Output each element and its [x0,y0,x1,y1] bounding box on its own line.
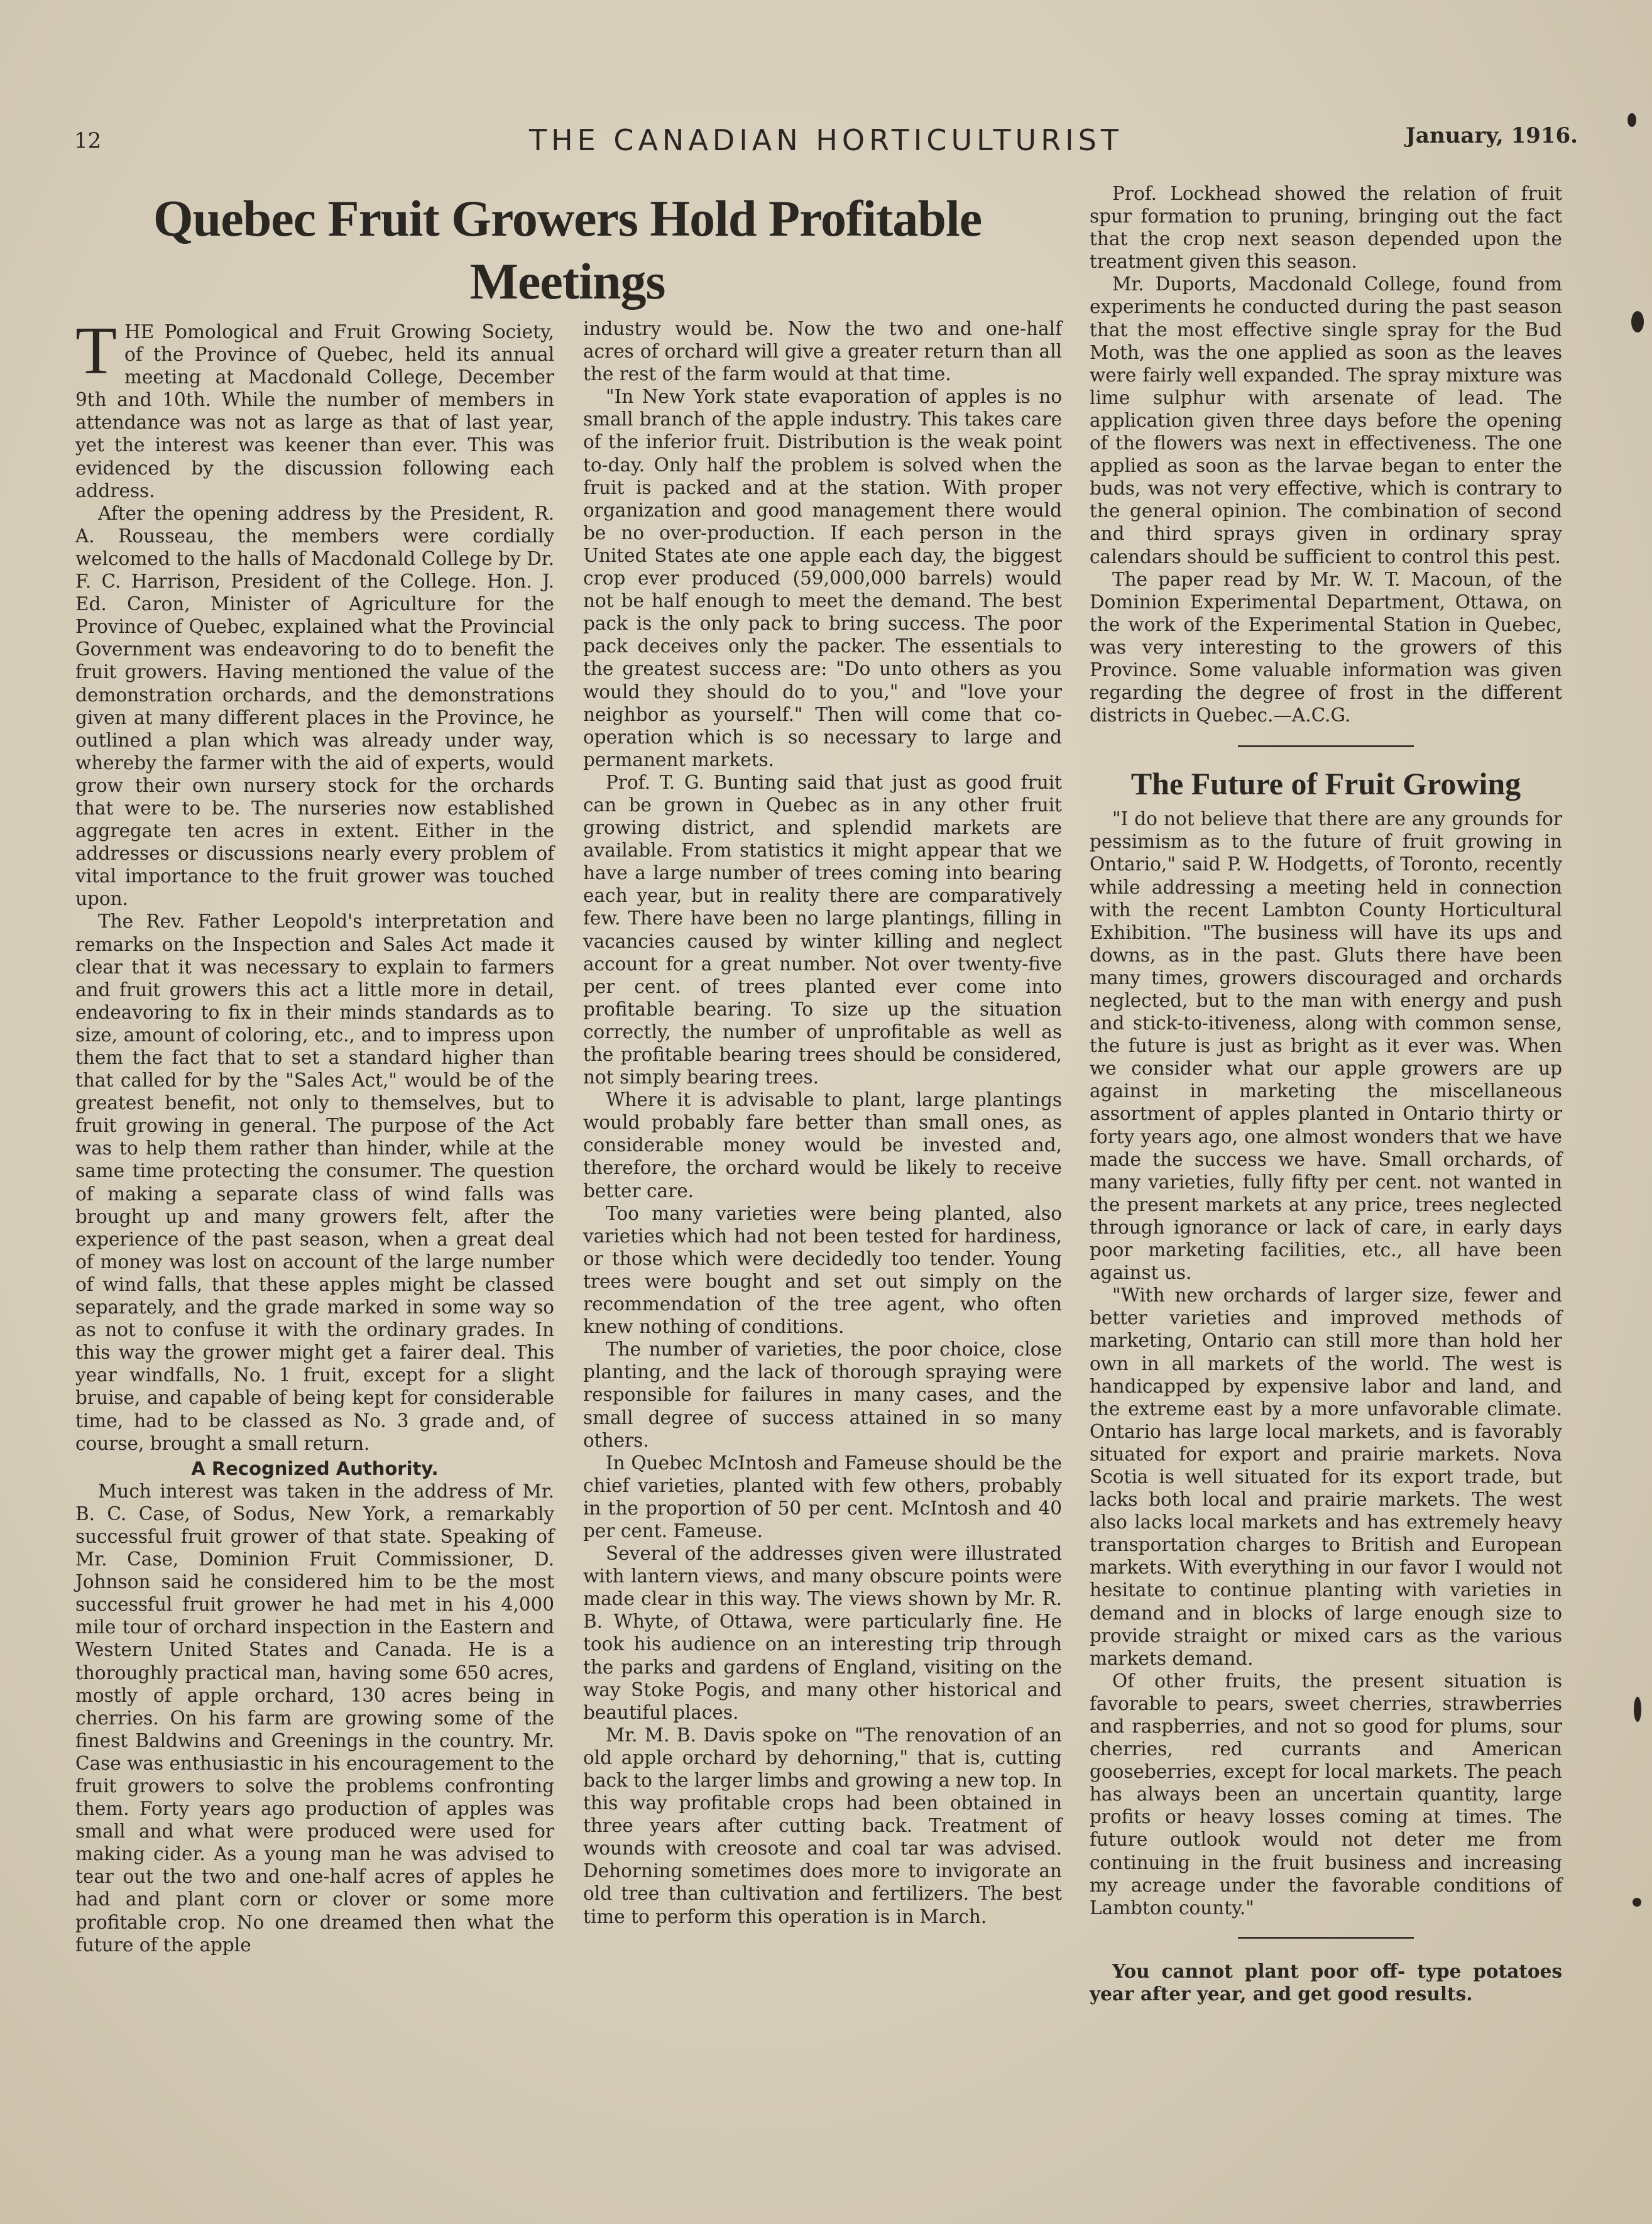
article-paragraph: Where it is advisable to plant, large plantings would probably fare better than small ones, as considerable money would be invested and, therefore, the orchard would be likely to receive better care. [583,1089,1062,1202]
column-3 [1090,182,1562,2005]
column-2 [583,317,1062,1928]
ink-blot [1631,311,1644,332]
article-paragraph: THE Pomological and Fruit Growing Society, of the Province of Quebec, held its annual meeting at Macdonald College, December 9th and 10th. While the number of members in attendance was not as large as that of last year, yet the interest was keener than ever. This was evidenced by the discussion following each address. [75,314,554,501]
article-paragraph: Mr. M. B. Davis spoke on "The renovation of an old apple orchard by dehorning," that is, cutting back to the larger limbs and growing a new top. In this way profitable crops had been obtained in three years after cutting back. Treatment of wounds with creosote and coal tar was advised. Dehorning sometimes does more to invigorate an old tree than cultivation and fertilizers. The best time to perform this operation is in March. [583,1724,1062,1927]
article-paragraph: Of other fruits, the present situation is favorable to pears, sweet cherries, strawberries and raspberries, and not so good for plums, sour cherries, red currants and American gooseberries, except for local markets. The peach has always been an uncertain quantity, large profits or heavy losses coming at times. The future outlook would not deter me from continuing in the fruit business and increasing my acreage under the favorable conditions of Lambton county." [1090,1670,1562,1919]
article-paragraph: industry would be. Now the two and one-half acres of orchard will give a greater return than all the rest of the farm would at that time. [583,318,1062,385]
article-paragraph: "I do not believe that there are any grounds for pessimism as to the future of fruit growing in Ontario," said P. W. Hodgetts, of Toronto, recently while addressing a meeting held in connection with the recent Lambton County Horticultural Exhibition. "The business will have its ups and downs, as in the past. Gluts there have been many times, growers discouraged and orchards neglected, but to the man with energy and push and stick-to-itiveness, along with common sense, the future is just as bright as it ever was. When we consider what our apple growers are up against in marketing the miscellaneous assortment of apples planted in Ontario thirty or forty years ago, one almost wonders that we have made the success we have. Small orchards, of many varieties, fully fifty per cent. not wanted in the present markets at any price, trees neglected through ignorance or lack of care, in early days poor marketing facilities, etc., all have been against us. [1090,808,1562,1284]
article-paragraph: Prof. T. G. Bunting said that just as good fruit can be grown in Quebec as in any other fruit growing district, and splendid markets are available. From statistics it might appear that we have a large number of trees coming into bearing each year, but in reality there are comparatively few. There have been no large plantings, filling in vacancies caused by winter killing and neglect account for a great number. Not over twenty-five per cent. of trees planted ever come into profitable bearing. To size up the situation correctly, the number of unprofitable as well as the profitable bearing trees should be considered, not simply bearing trees. [583,771,1062,1088]
article-paragraph: Prof. Lockhead showed the relation of fruit spur formation to pruning, bringing out the fact that the crop next season depended upon the treatment given this season. [1090,183,1562,273]
section-subhead: A Recognized Authority. [191,1457,439,1479]
page-header [74,119,1578,163]
article-paragraph: After the opening address by the President, R. A. Rousseau, the members were cordially welcomed to the halls of Macdonald College by Dr. F. C. Harrison, President of the College. Hon. J. Ed. Caron, Minister of Agriculture for the Province of Quebec, explained what the Provincial Government was endeavoring to do to benefit the fruit growers. Having mentioned the value of the demonstration orchards, and the demonstrations given at many different places in the Province, he outlined a plan which was already under way, whereby the farmer with the aid of experts, would grow their own nursery stock for the orchards that were to be. The nurseries now established aggregate ten acres in extent. Either in the addresses or discussions nearly every problem of vital importance to the fruit grower was touched upon. [75,502,554,910]
article-paragraph: Too many varieties were being planted, also varieties which had not been tested for hardiness, or those which were decidedly too tender. Young trees were bought and set out simply on the recommendation of the tree agent, who often knew nothing of conditions. [583,1202,1062,1338]
article-paragraph: Several of the addresses given were illustrated with lantern views, and many obscure points were made clear in this way. The views shown by Mr. R. B. Whyte, of Ottawa, were particularly fine. He took his audience on an interesting trip through the parks and gardens of England, visiting on the way Stoke Pogis, and many other historical and beautiful places. [583,1543,1062,1723]
section-divider [1238,745,1414,747]
section-title: The Future of Fruit Growing [1130,766,1521,802]
ink-blot [1633,1898,1641,1907]
filler-note: You cannot plant poor off- type potatoes year after year, and get good results. [1090,1959,1562,2005]
article-paragraph: Mr. Duports, Macdonald College, found from experiments he conducted during the past season that the most effective single spray for the Bud Moth, was the one applied as soon as the leaves were fairly well expanded. The spray mixture was lime sulphur with arsenate of lead. The application given three days before the opening of the flowers was next in effectiveness. The one applied as soon as the larvae began to enter the buds, was not very effective, which is contrary to the general opinion. The combination of second and third sprays given in ordinary spray calendars should be sufficient to control this pest. [1090,273,1562,567]
column-1 [75,314,554,1956]
article-paragraph: In Quebec McIntosh and Fameuse should be the chief varieties, planted with few others, probably in the proportion of 50 per cent. McIntosh and 40 per cent. Fameuse. [583,1452,1062,1542]
drop-cap: T [75,314,117,388]
article-paragraph: "With new orchards of larger size, fewer and better varieties and improved methods of marketing, Ontario can still more than hold her own in all markets of the world. The west is handicapped by expensive labor and land, and the extreme east by a more unfavorable climate. Ontario has large local markets, and is favorably situated for export and prairie markets. Nova Scotia is well situated for its export trade, but lacks both local and prairie markets. The west also lacks local markets and has extremely heavy transportation charges to British and European markets. With everything in our favor I would not hesitate to continue planting with varieties in demand and in blocks of large enough size to provide straight or mixed cars as the various markets demand. [1090,1285,1562,1669]
article-paragraph: "In New York state evaporation of apples is no small branch of the apple industry. This takes care of the inferior fruit. Distribution is the weak point to-day. Only half the problem is solved when the fruit is packed and at the station. With proper organization and good management there would be no over-production. If each person in the United States ate one apple each day, the biggest crop ever produced (59,000,000 barrels) would not be half enough to meet the demand. The best pack is the only pack to bring success. The poor pack deceives only the packer. The essentials to the greatest success are: "Do unto others as you would they should do to you," and "love your neighbor as yourself." Then will come that co-operation which is so necessary to large and permanent markets. [583,386,1062,770]
article-paragraph: The number of varieties, the poor choice, close planting, and the lack of thorough spraying were responsible for failures in many cases, and the small degree of success attained in so many others. [583,1339,1062,1451]
section-divider [1238,1937,1414,1939]
ink-blot [1634,1697,1641,1722]
issue-date: January, 1916. [1405,123,1578,148]
page-number: 12 [74,128,102,153]
article-paragraph: Much interest was taken in the address of Mr. B. C. Case, of Sodus, New York, a remarkably successful fruit grower of that state. Speaking of Mr. Case, Dominion Fruit Commissioner, D. Johnson said he considered him to be the most successful fruit grower he had met in his 4,000 mile tour of orchard inspection in the Eastern and Western United States and Canada. He is a thoroughly practical man, having some 650 acres, mostly of apple orchard, 130 acres being in cherries. On his farm are growing some of the finest Baldwins and Greenings in the country. Mr. Case was enthusiastic in his encouragement to the fruit growers to solve the problems confronting them. Forty years ago production of apples was small and what were produced were used for making cider. As a young man he was advised to tear out the two and one-half acres of apples he had and plant corn or clover or some more profitable crop. No one dreamed then what the future of the apple [75,1480,554,1956]
ink-blot [1627,113,1636,127]
article-paragraph: The paper read by Mr. W. T. Macoun, of the Dominion Experimental Department, Ottawa, on the work of the Experimental Station in Quebec, was very interesting to the growers of this Province. Some valuable information was given regarding the degree of frost in the different districts in Quebec.—A.C.G. [1090,568,1562,726]
article-paragraph: The Rev. Father Leopold's interpretation and remarks on the Inspection and Sales Act made it clear that it was necessary to explain to farmers and fruit growers this act a little more in detail, endeavoring to fix in their minds standards as to size, amount of coloring, etc., and to impress upon them the fact that to set a standard higher than that called for by the "Sales Act," would be of the greatest benefit, not only to themselves, but to fruit growing in general. The purpose of the Act was to help them rather than hinder, while at the same time protecting the consumer. The question of making a separate class of wind falls was brought up and many growers felt, after the experience of the past season, when a great deal of money was lost on account of the large number of wind falls, that these apples might be classed separately, and the grade marked in some way so as not to confuse it with the ordinary grades. In this way the grower might get a fairer deal. This year windfalls, No. 1 fruit, except for a slight bruise, and capable of being kept for considerable time, had to be classed as No. 3 grade and, of course, brought a small return. [75,911,554,1454]
article-headline: Quebec Fruit Growers Hold Profitable Meetings [153,190,982,310]
journal-title: THE CANADIAN HORTICULTURIST [528,123,1124,157]
